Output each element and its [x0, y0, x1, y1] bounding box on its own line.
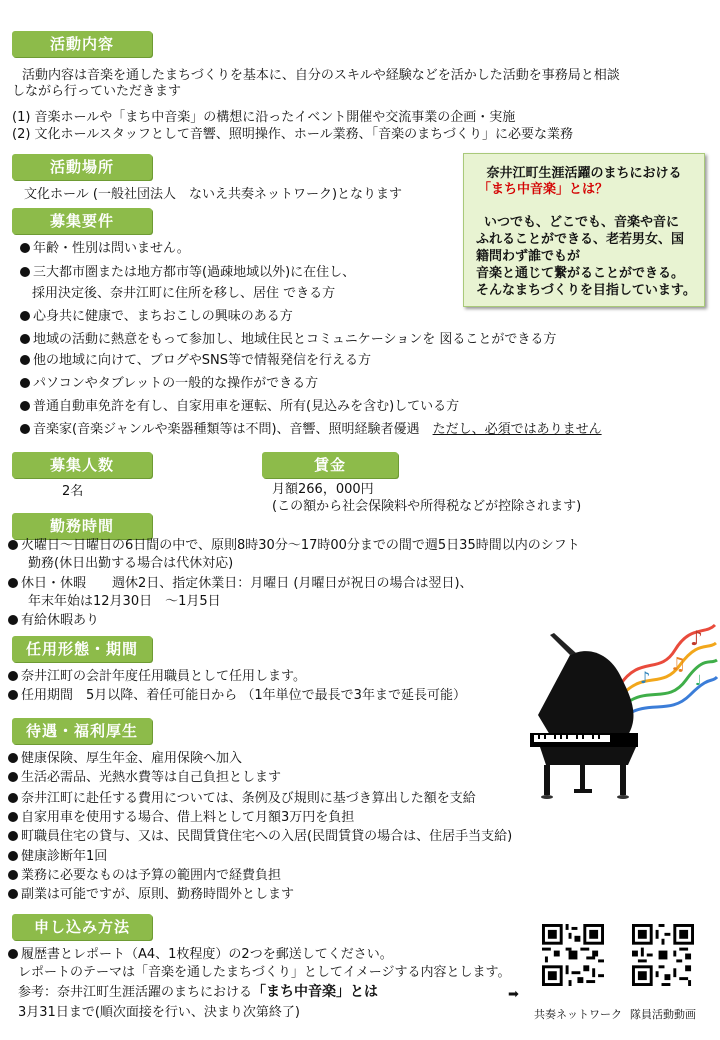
requirement-item: 普通自動車免許を有し、自家用車を運転、所有(見込みを含む)している方 [20, 398, 459, 415]
bullet-icon [20, 378, 30, 388]
activity-item-1: (1) 音楽ホールや「まち中音楽」の構想に沿ったイベント開催や交流事業の企画・実施 [12, 110, 516, 125]
requirement-item: 心身共に健康で、まちおこしの興味のある方 [20, 308, 293, 325]
qr-code-icon [632, 924, 694, 986]
bullet-icon [20, 355, 30, 365]
bullet-icon [8, 615, 18, 625]
bullet-icon [20, 334, 30, 344]
activity-item-2: (2) 文化ホールスタッフとして音響、照明操作、ホール業務、「音楽のまちづくり」に必要な業務 [12, 127, 574, 142]
requirement-item: 地域の活動に熱意をもって参加し、地域住民とコミュニケーションを 図ることができる方 [20, 331, 556, 348]
bullet-icon [20, 243, 30, 253]
grand-piano-illustration [510, 615, 718, 805]
bullet-icon [20, 424, 30, 434]
info-box-body-3: 籍問わず誰でもが [476, 249, 581, 264]
svg-text:♪: ♪ [640, 668, 651, 687]
machinaka-ongaku-info-box [463, 153, 705, 307]
info-box-body-4: 音楽と通じて繋がることができる。 [476, 266, 685, 281]
info-box-body-1: いつでも、どこでも、音楽や音に [484, 215, 680, 230]
hours-line-4: 年末年始は12月30日 ～1月5日 [28, 594, 221, 609]
requirement-item: 他の地域に向けて、ブログやSNS等で情報発信を行える方 [20, 352, 371, 369]
requirement-item: 年齢・性別は問いません。 [20, 240, 190, 257]
bullet-icon [8, 812, 18, 822]
qr-code-icon [542, 924, 604, 986]
activity-intro-line2: しながら行っていただきます [12, 84, 182, 99]
benefit-item: 奈井江町に赴任する費用については、条例及び規則に基づき算出した額を支給 [8, 790, 476, 807]
place-text: 文化ホール (一般社団法人 ないえ共奏ネットワーク)となります [24, 187, 403, 202]
info-box-title-2: 「まち中音楽」とは？ [478, 182, 609, 197]
bullet-icon [8, 851, 18, 861]
svg-text:♩: ♩ [695, 673, 702, 689]
svg-text:♪: ♪ [690, 626, 703, 650]
arrow-right-icon: ➡ [508, 987, 519, 1002]
section-header-count: 募集人数 [12, 452, 152, 478]
section-header-activity: 活動内容 [12, 31, 152, 57]
bullet-icon [8, 831, 18, 841]
salary-note: (この額から社会保険料や所得税などが控除されます) [272, 499, 582, 514]
bullet-icon [20, 401, 30, 411]
benefit-item: 健康診断年1回 [8, 848, 107, 865]
bullet-icon [8, 540, 18, 550]
qr-code-kyoso-network[interactable] [542, 924, 604, 986]
section-header-place: 活動場所 [12, 154, 152, 180]
info-box-body-5: そんなまちづくりを目指しています。 [476, 283, 696, 298]
section-header-apply: 申し込み方法 [12, 914, 152, 940]
salary-amount: 月額266，000円 [272, 482, 374, 497]
bullet-icon [8, 949, 18, 959]
bullet-icon [8, 753, 18, 763]
bullet-icon [20, 267, 30, 277]
requirement-note: ただし、必須ではありません [432, 422, 602, 437]
svg-text:♫: ♫ [670, 654, 687, 675]
bullet-icon [8, 793, 18, 803]
requirement-item-continued: 採用決定後、奈井江町に住所を移し、居住 できる方 [32, 286, 336, 301]
hours-line-3: 休日・休暇 週休2日、指定休業日：月曜日 (月曜日が祝日の場合は翌日)、 [8, 575, 473, 592]
bullet-icon [8, 578, 18, 588]
count-value: 2名 [62, 484, 84, 499]
info-box-title-1: 奈井江町生涯活躍のまちにおける [486, 166, 682, 181]
requirement-item: 三大都市圏または地方都市等(過疎地域以外)に在住し、 [20, 264, 355, 281]
requirement-item: 音楽家(音楽ジャンルや楽器種類等は不問)、音響、照明経験者優遇 ただし、必須ではありません [20, 421, 602, 438]
bullet-icon [8, 671, 18, 681]
qr-label-kyoso-network: 共奏ネットワーク [534, 1008, 622, 1021]
benefit-item: 町職員住宅の貸与、又は、民間賃貸住宅への入居(民間賃貸の場合は、住居手当支給) [8, 828, 512, 845]
activity-intro-line1: 活動内容は音楽を通したまちづくりを基本に、自分のスキルや経験などを活かした活動を事務局と相談 [22, 68, 620, 83]
grand-piano-icon [510, 615, 718, 805]
qr-label-member-video: 隊員活動動画 [630, 1008, 696, 1021]
bullet-icon [8, 690, 18, 700]
hours-line-1: 火曜日～日曜日の6日間の中で、原則8時30分～17時00分までの間で週5日35時間以内のシフト [8, 537, 580, 554]
apply-line-4: 3月31日まで(順次面接を行い、決まり次第終了) [18, 1005, 300, 1020]
employment-line-2: 任用期間 5月以降、着任可能日から （1年単位で最長で3年まで延長可能） [8, 687, 466, 704]
bullet-icon [20, 311, 30, 321]
bullet-icon [8, 889, 18, 899]
section-header-salary: 賃金 [262, 452, 398, 478]
section-header-employment: 任用形態・期間 [12, 636, 152, 662]
benefit-item: 自家用車を使用する場合、借上料として月額3万円を負担 [8, 809, 354, 826]
info-box-body-2: ふれることができる、老若男女、国 [476, 232, 685, 247]
bullet-icon [8, 870, 18, 880]
apply-line-2: レポートのテーマは「音楽を通したまちづくり」としてイメージする内容とします。 [18, 965, 511, 980]
benefit-item: 生活必需品、光熱水費等は自己負担とします [8, 769, 281, 786]
benefit-item: 健康保険、厚生年金、雇用保険へ加入 [8, 750, 242, 767]
apply-line-1: 履歴書とレポート（A4、1枚程度）の2つを郵送してください。 [8, 946, 393, 963]
section-header-benefits: 待遇・福利厚生 [12, 718, 152, 744]
bullet-icon [8, 772, 18, 782]
hours-line-2: 勤務(休日出勤する場合は代休対応) [28, 556, 234, 571]
section-header-hours: 勤務時間 [12, 513, 152, 539]
requirement-item: パソコンやタブレットの一般的な操作ができる方 [20, 375, 318, 392]
apply-line-3: 参考：奈井江町生涯活躍のまちにおける「まち中音楽」とは [18, 984, 379, 1000]
hours-line-5: 有給休暇あり [8, 612, 99, 629]
section-header-requirements: 募集要件 [12, 208, 152, 234]
benefit-item: 業務に必要なものは予算の範囲内で経費負担 [8, 867, 281, 884]
benefit-item: 副業は可能ですが、原則、勤務時間外とします [8, 886, 294, 903]
qr-code-member-video[interactable] [632, 924, 694, 986]
employment-line-1: 奈井江町の会計年度任用職員として任用します。 [8, 668, 306, 685]
